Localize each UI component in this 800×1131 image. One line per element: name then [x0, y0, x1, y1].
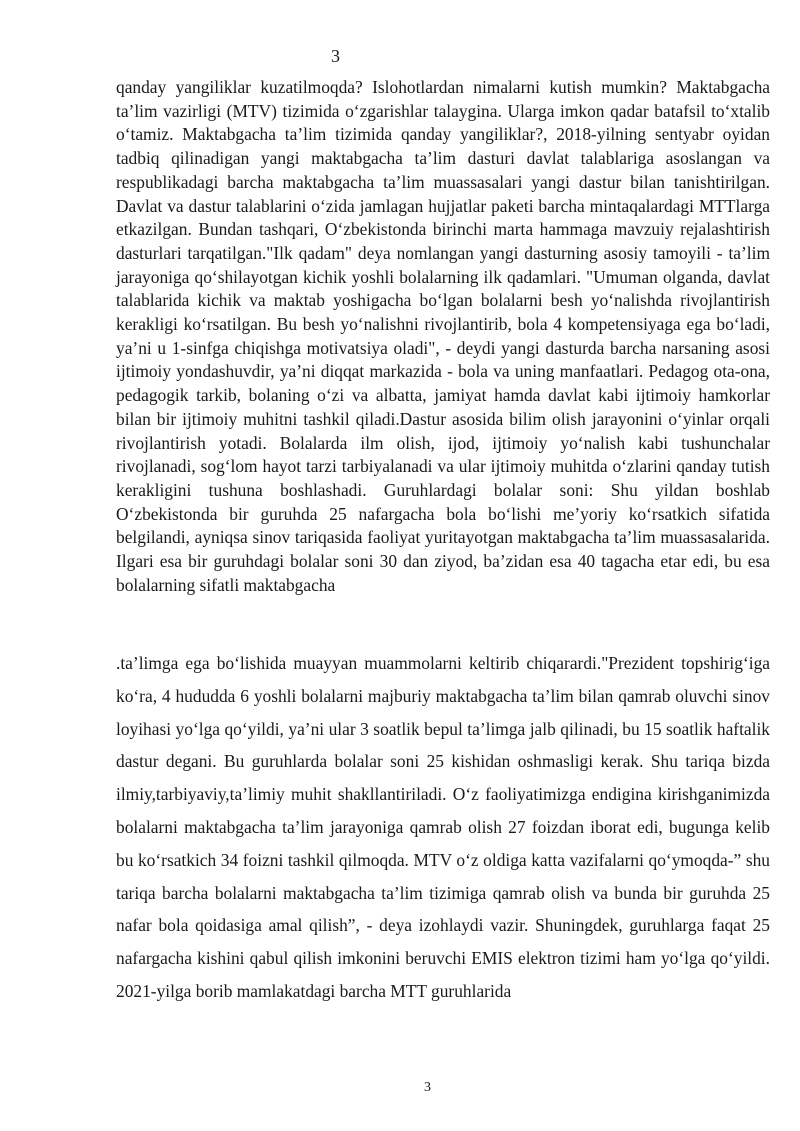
- page-number-top: 3: [331, 46, 340, 66]
- body-paragraph-1: qanday yangiliklar kuzatilmoqda? Islohotlardan nimalarni kutish mumkin? Maktabgacha ta’lim vazirligi (MTV) tizimida o‘zgarishlar talaygina. Ularga imkon qadar batafsil to‘xtalib o‘tamiz. Maktabgacha ta’lim tizimida qanday yangiliklar?, 2018-yilning sentyabr oyidan tadbiq qilinadigan yangi maktabgacha ta’lim dasturi davlat talablariga asoslangan va respublikadagi barcha maktabgacha ta’lim muassasalari yangi dastur bilan tanishtirilgan. Davlat va dastur talablarini o‘zida jamlagan hujjatlar paketi barcha mintaqalardagi MTTlarga etkazilgan. Bundan tashqari, O‘zbekistonda birinchi marta hammaga mavzuiy rejalashtirish dasturlari tarqatilgan."Ilk qadam" deya nomlangan yangi dasturning asosiy tamoyili - ta’lim jarayoniga qo‘shilayotgan kichik yoshli bolalarning ilk qadamlari. "Umuman olganda, davlat talablarida kichik va maktab yoshigacha bo‘lgan bolalarni besh yo‘nalishda rivojlantirish kerakligi ko‘rsatilgan. Bu besh yo‘nalishni rivojlantirib, bola 4 kompetensiyaga ega bo‘ladi, ya’ni u 1-sinfga chiqishga motivatsiya oladi", - deydi yangi dasturda barcha narsaning asosi ijtimoiy yondashuvdir, ya’ni diqqat markazida - bola va uning manfaatlari. Pedagog ota-ona, pedagogik tarkib, bolaning o‘zi va albatta, jamiyat hamda davlat kabi ijtimoiy hamkorlar bilan bir ijtimoiy muhitni tashkil qiladi.Dastur asosida bilim olish jarayonini o‘yinlar orqali rivojlantirish yotadi. Bolalarda ilm olish, ijod, ijtimoiy yo‘nalish kabi tushunchalar rivojlanadi, sog‘lom hayot tarzi tarbiyalanadi va ular ijtimoiy muhitda o‘zlarini qanday tutish kerakligini tushuna boshlashadi. Guruhlardagi bolalar soni: Shu yildan boshlab O‘zbekistonda bir guruhda 25 nafargacha bola bo‘lishi me’yoriy ko‘rsatkich sifatida belgilandi, ayniqsa sinov tariqasida faoliyat yuritayotgan maktabgacha ta’lim muassasalarida. Ilgari esa bir guruhdagi bolalar soni 30 dan ziyod, ba’zidan esa 40 tagacha etar edi, bu esa bolalarning sifatli maktabgacha: [116, 77, 770, 595]
- body-paragraph-2: .ta’limga ega bo‘lishida muayyan muammolarni keltirib chiqarardi."Prezident topshirig‘iga ko‘ra, 4 hududda 6 yoshli bolalarni majburiy maktabgacha ta’lim bilan qamrab oluvchi sinov loyihasi yo‘lga qo‘yildi, ya’ni ular 3 soatlik bepul ta’limga jalb qilinadi, bu 15 soatlik haftalik dastur degani. Bu guruhlarda bolalar soni 25 kishidan oshmasligi kerak. Shu tariqa bizda ilmiy,tarbiyaviy,ta’limiy muhit shakllantiriladi. O‘z faoliyatimizga endigina kirishganimizda bolalarni maktabgacha ta’lim jarayoniga qamrab olish 27 foizdan iborat edi, bugunga kelib bu ko‘rsatkich 34 foizni tashkil qilmoqda. MTV o‘z oldiga katta vazifalarni qo‘ymoqda-” shu tariqa barcha bolalarni maktabgacha ta’lim tizimiga qamrab olish va bunda bir guruhda 25 nafar bola qoidasiga amal qilish”, - deya izohlaydi vazir. Shuningdek, guruhlarga faqat 25 nafargacha kishini qabul qilish imkonini beruvchi EMIS elektron tizimi ham yo‘lga qo‘yildi. 2021-yilga borib mamlakatdagi barcha MTT guruhlarida: [116, 653, 770, 1001]
- page-number-bottom: 3: [424, 1080, 431, 1095]
